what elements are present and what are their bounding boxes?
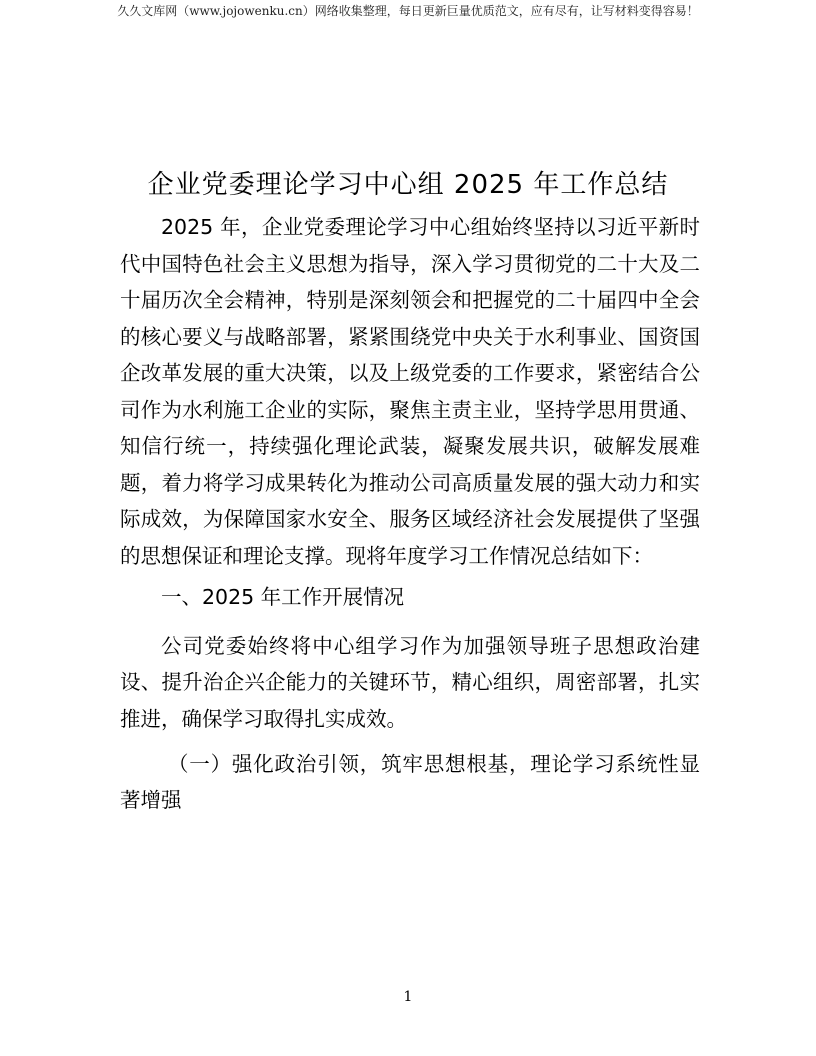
intro-paragraph: 2025 年，企业党委理论学习中心组始终坚持以习近平新时代中国特色社会主义思想为指导，深入学习贯彻党的二十大及二十届历次全会精神，特别是深刻领会和把握党的二十届四中全会的核心要义与战略部署，紧紧围绕党中央关于水利事业、国资国企改革发展的重大决策，以及上级党委的工作要求，紧密结合公司作为水利施工企业的实际，聚焦主责主业，坚持学思用贯通、知信行统一，持续强化理论武装，凝聚发展共识，破解发展难题，着力将学习成果转化为推动公司高质量发展的强大动力和实际成效，为保障国家水安全、服务区域经济社会发展提供了坚强的思想保证和理论支撑。现将年度学习工作情况总结如下： — [120, 215, 700, 568]
section-heading-1: 一、2025 年工作开展情况 — [161, 584, 405, 609]
website-header-note: 久久文库网（www.jojowenku.cn）网络收集整理，每日更新巨量优质范文，应有尽有，让写材料变得容易！ — [117, 4, 699, 18]
document-title: 企业党委理论学习中心组 2025 年工作总结 — [147, 170, 669, 201]
subsection-heading-1: （一）强化政治引领，筑牢思想根基，理论学习系统性显著增强 — [120, 751, 700, 812]
section-1-paragraph: 公司党委始终将中心组学习作为加强领导班子思想政治建设、提升治企兴企能力的关键环节，精心组织，周密部署，扎实推进，确保学习取得扎实成效。 — [120, 633, 700, 731]
document-body — [120, 209, 700, 819]
page-number: 1 — [403, 989, 413, 1005]
